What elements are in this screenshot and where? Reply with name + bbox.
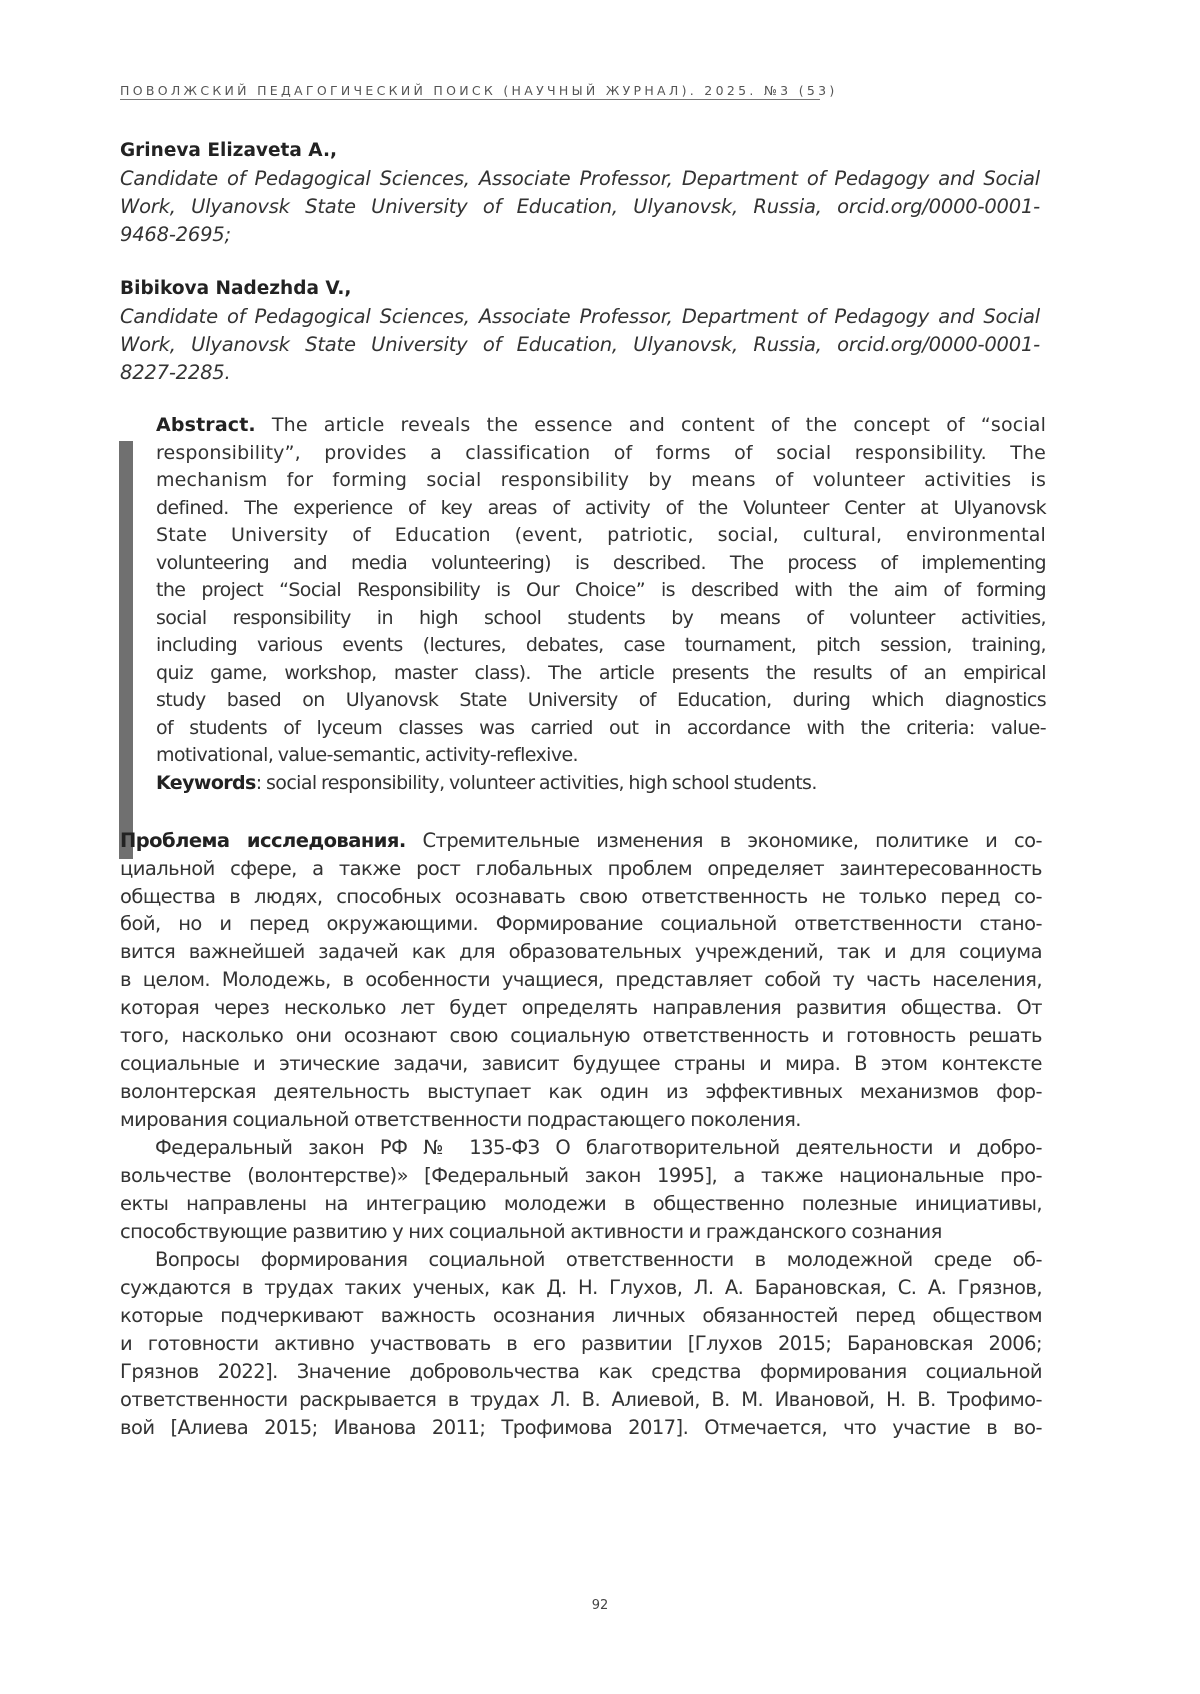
author-1-affiliation-line-3: 9468-2695; bbox=[120, 223, 231, 246]
body-line: способствующие развитию у них социальной активности и гражданского сознания bbox=[120, 1220, 942, 1243]
abstract-line: volunteering and media volunteering) is described. The process of implementing bbox=[156, 552, 1046, 574]
abstract-line-1: Abstract. The article reveals the essence and content of the concept of “social bbox=[156, 414, 1046, 436]
body-line: вится важнейшей задачей как для образовательных учреждений, так и для социума bbox=[120, 940, 1042, 963]
body-line: волонтерская деятельность выступает как один из эффективных механизмов фор- bbox=[120, 1080, 1042, 1103]
body-line: бой, но и перед окружающими. Формирование социальной ответственности стано- bbox=[120, 912, 1042, 935]
section-label: Проблема исследования. bbox=[120, 829, 406, 852]
body-line: суждаются в трудах таких ученых, как Д. Н. Глухов, Л. А. Барановская, С. А. Грязнов, bbox=[120, 1276, 1042, 1299]
author-2-affiliation-line-3: 8227-2285. bbox=[120, 361, 231, 384]
abstract-line: the project “Social Responsibility is Our Choice” is described with the aim of forming bbox=[156, 579, 1046, 601]
body-line: Грязнов 2022]. Значение добровольчества как средства формирования социальной bbox=[120, 1360, 1042, 1383]
body-line: того, насколько они осознают свою социальную ответственность и готовность решать bbox=[120, 1024, 1042, 1047]
body-line: общества в людях, способных осознавать свою ответственность не только перед со- bbox=[120, 885, 1042, 908]
body-line-1: Проблема исследования. Стремительные изменения в экономике, политике и со- bbox=[120, 829, 1042, 852]
abstract-line: quiz game, workshop, master class). The article presents the results of an empirical bbox=[156, 662, 1046, 684]
abstract-line: including various events (lectures, debates, case tournament, pitch session, training, bbox=[156, 634, 1046, 656]
page-number: 92 bbox=[591, 1598, 609, 1613]
author-2-affiliation-line-2: Work, Ulyanovsk State University of Education, Ulyanovsk, Russia, orcid.org/0000-0001- bbox=[120, 333, 1040, 356]
author-name-1: Grineva Elizaveta A., bbox=[120, 140, 338, 161]
abstract-line: study based on Ulyanovsk State University of Education, during which diagnostics bbox=[156, 689, 1046, 711]
author-1-affiliation-line-2: Work, Ulyanovsk State University of Education, Ulyanovsk, Russia, orcid.org/0000-0001- bbox=[120, 195, 1040, 218]
body-line: и готовности активно участвовать в его развитии [Глухов 2015; Барановская 2006; bbox=[120, 1332, 1042, 1355]
body-line: Вопросы формирования социальной ответственности в молодежной среде об- bbox=[155, 1248, 1042, 1271]
keywords-label: Keywords bbox=[156, 772, 256, 794]
abstract-line: mechanism for forming social responsibility by means of volunteer activities is bbox=[156, 469, 1046, 491]
body-line: екты направлены на интеграцию молодежи в общественно полезные инициативы, bbox=[120, 1192, 1042, 1215]
author-2-affiliation-line-1: Candidate of Pedagogical Sciences, Associate Professor, Department of Pedagogy and Social bbox=[120, 305, 1040, 328]
body-line: мирования социальной ответственности подрастающего поколения. bbox=[120, 1108, 801, 1131]
abstract-accent-bar bbox=[119, 441, 133, 859]
body-line: вольчестве (волонтерстве)» [Федеральный закон 1995], а также национальные про- bbox=[120, 1164, 1042, 1187]
body-line: Федеральный закон РФ № 135-ФЗ О благотворительной деятельности и добро- bbox=[155, 1136, 1042, 1159]
abstract-line: State University of Education (event, patriotic, social, cultural, environmental bbox=[156, 524, 1046, 546]
abstract-line: defined. The experience of key areas of activity of the Volunteer Center at Ulyanovsk bbox=[156, 497, 1046, 519]
body-line: вой [Алиева 2015; Иванова 2011; Трофимова 2017]. Отмечается, что участие в во- bbox=[120, 1416, 1042, 1439]
abstract-line: social responsibility in high school students by means of volunteer activities, bbox=[156, 607, 1046, 629]
body-line: циальной сфере, а также рост глобальных проблем определяет заинтересованность bbox=[120, 857, 1042, 880]
body-line: в целом. Молодежь, в особенности учащиеся, представляет собой ту часть населения, bbox=[120, 968, 1042, 991]
author-name-2: Bibikova Nadezhda V., bbox=[120, 278, 352, 299]
body-line: социальные и этические задачи, зависит будущее страны и мира. В этом контексте bbox=[120, 1052, 1042, 1075]
abstract-line: motivational, value-semantic, activity-reflexive. bbox=[156, 744, 578, 766]
body-line: ответственности раскрывается в трудах Л. В. Алиевой, В. М. Ивановой, Н. В. Трофимо- bbox=[120, 1388, 1042, 1411]
abstract-line: responsibility”, provides a classification of forms of social responsibility. The bbox=[156, 442, 1046, 464]
body-line: которая через несколько лет будет определять направления развития общества. От bbox=[120, 996, 1042, 1019]
abstract-line: of students of lyceum classes was carried out in accordance with the criteria: value- bbox=[156, 717, 1046, 739]
running-header: ПОВОЛЖСКИЙ ПЕДАГОГИЧЕСКИЙ ПОИСК (НАУЧНЫЙ ЖУРНАЛ). 2025. №3 (53) bbox=[120, 83, 838, 98]
abstract-keywords: Keywords: social responsibility, volunteer activities, high school students. bbox=[156, 772, 817, 794]
author-1-affiliation-line-1: Candidate of Pedagogical Sciences, Associate Professor, Department of Pedagogy and Social bbox=[120, 167, 1040, 190]
body-line: которые подчеркивают важность осознания личных обязанностей перед обществом bbox=[120, 1304, 1042, 1327]
abstract-label: Abstract. bbox=[156, 414, 256, 436]
